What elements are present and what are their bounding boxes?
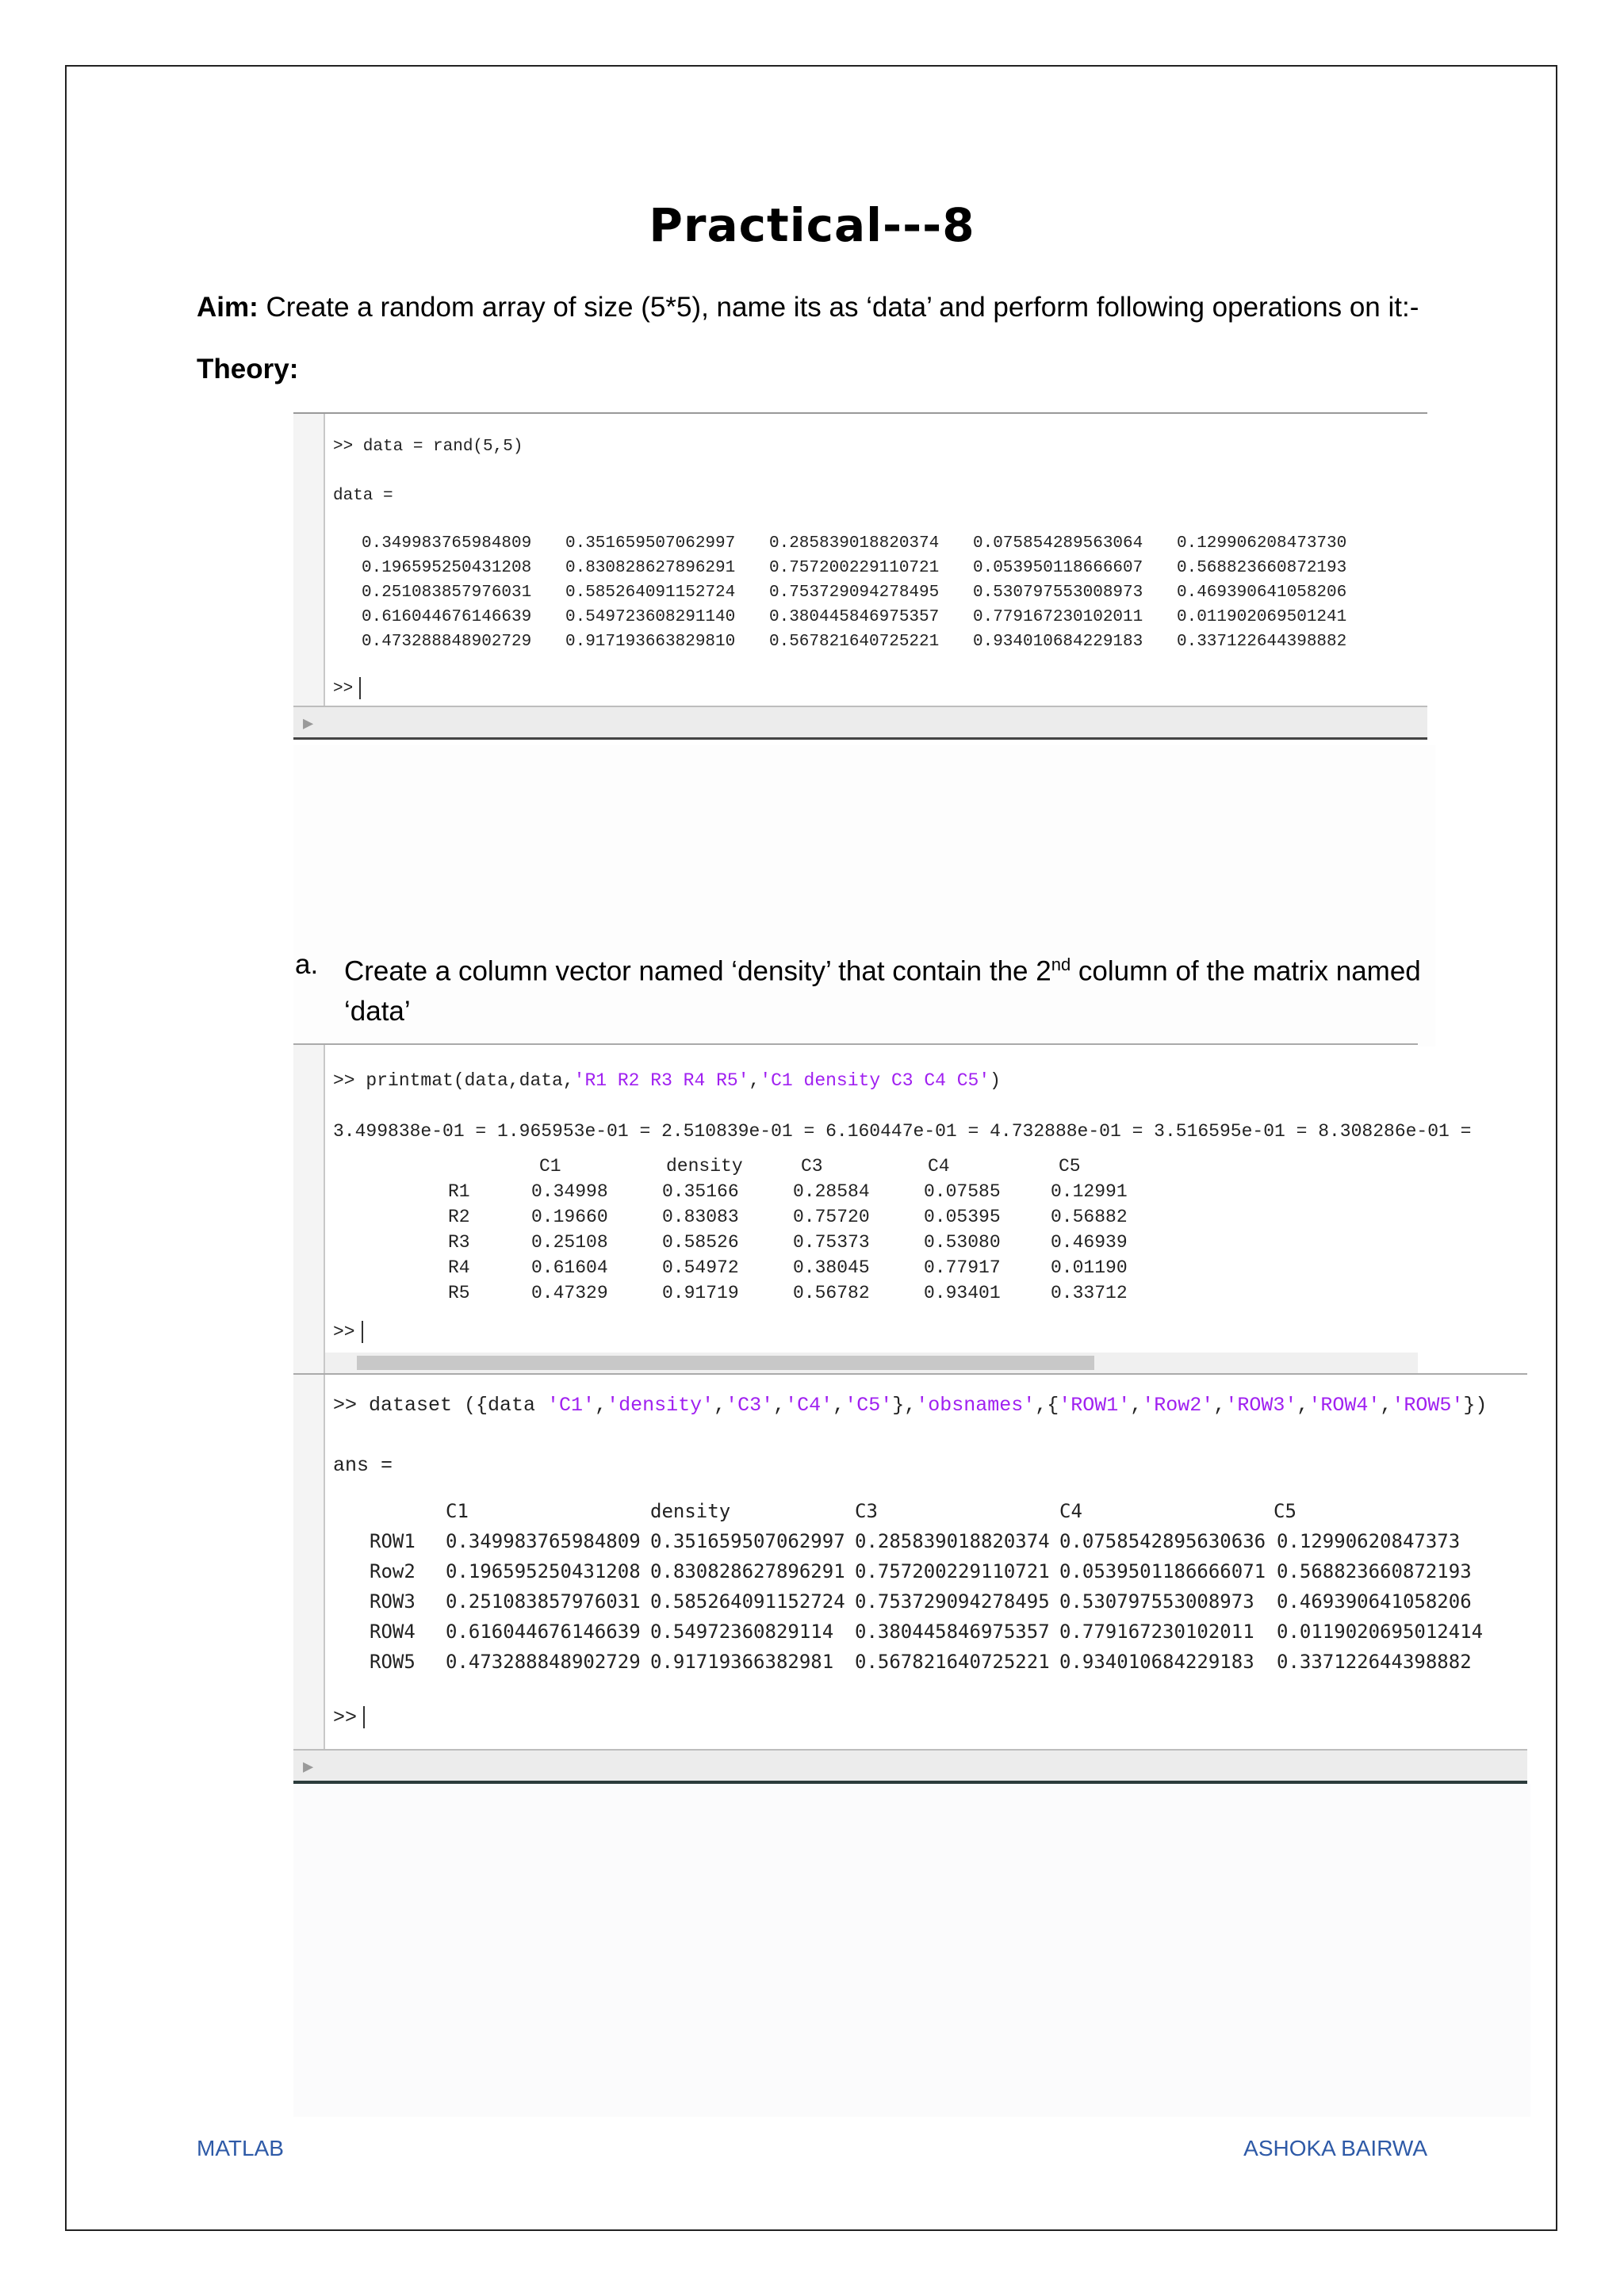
matrix-cell: 0.568823660872193 — [1177, 559, 1347, 577]
table-cell: 0.07585 — [924, 1181, 1001, 1202]
row-label: Row2 — [370, 1560, 416, 1582]
matrix-cell: 0.616044676146639 — [362, 608, 532, 626]
table-cell: 0.33712 — [1051, 1283, 1128, 1303]
console-prompt[interactable]: >> — [333, 1706, 365, 1729]
item-a-marker: a. — [295, 949, 319, 980]
matrix-row — [362, 608, 1381, 633]
matrix-cell: 0.530797553008973 — [973, 584, 1143, 602]
table-cell: 0.616044676146639 — [446, 1621, 641, 1643]
console-command: >> printmat(data,data,'R1 R2 R3 R4 R5','C1 density C3 C4 C5') — [333, 1070, 1001, 1091]
command-prompt-icon: ▶ — [303, 714, 314, 734]
table-cell: 0.585264091152724 — [650, 1590, 845, 1613]
command-window-3 — [293, 1373, 1527, 1785]
matrix-cell: 0.934010684229183 — [973, 633, 1143, 651]
table-cell: 0.12991 — [1051, 1181, 1128, 1202]
table-cell: 0.47329 — [531, 1283, 608, 1303]
item-a-text: Create a column vector named ‘density’ that contain the 2nd column of the matrix named ‘data’ — [344, 955, 1421, 1027]
matrix-cell: 0.469390641058206 — [1177, 584, 1347, 602]
table-cell: 0.757200229110721 — [855, 1560, 1050, 1582]
matrix-cell: 0.917193663829810 — [565, 633, 736, 651]
console-output-label: data = — [333, 487, 393, 505]
table-cell: 0.568823660872193 — [1277, 1560, 1472, 1582]
theory-label: Theory: — [197, 354, 299, 385]
table-cell: 0.567821640725221 — [855, 1651, 1050, 1673]
table-cell: 0.0119020695012414 — [1277, 1621, 1484, 1643]
table-cell: 0.0758542895630636 — [1059, 1530, 1266, 1552]
console-output-label: ans = — [333, 1454, 393, 1477]
table-cell: 0.05395 — [924, 1207, 1001, 1227]
table-cell: C1 — [446, 1500, 469, 1522]
table-cell: 0.38045 — [793, 1257, 870, 1278]
table-cell: density — [650, 1500, 731, 1522]
command-prompt-icon: ▶ — [303, 1758, 314, 1777]
scrollbar-thumb[interactable] — [357, 1356, 1094, 1370]
table-cell: 0.25108 — [531, 1232, 608, 1253]
table-cell: C4 — [1059, 1500, 1082, 1522]
table-cell: 0.285839018820374 — [855, 1530, 1050, 1552]
table-cell: 0.34998 — [531, 1181, 608, 1202]
table-cell: 0.77917 — [924, 1257, 1001, 1278]
table-cell: 0.46939 — [1051, 1232, 1128, 1253]
row-label: R3 — [448, 1232, 470, 1253]
console-input-bar[interactable] — [293, 706, 1427, 737]
table-cell: 0.01190 — [1051, 1257, 1128, 1278]
data-matrix — [362, 534, 1381, 657]
console-gutter — [293, 414, 325, 737]
matrix-row — [362, 534, 1381, 559]
table-cell: 0.54972 — [662, 1257, 739, 1278]
table-cell: 0.753729094278495 — [855, 1590, 1050, 1613]
aim-label: Aim: — [197, 292, 259, 323]
table-cell: 0.473288848902729 — [446, 1651, 641, 1673]
row-label: R4 — [448, 1257, 470, 1278]
matrix-cell: 0.779167230102011 — [973, 608, 1143, 626]
matrix-cell: 0.011902069501241 — [1177, 608, 1347, 626]
table-cell: 0.337122644398882 — [1277, 1651, 1472, 1673]
table-cell: 0.779167230102011 — [1059, 1621, 1254, 1643]
table-cell: 0.349983765984809 — [446, 1530, 641, 1552]
matrix-row — [362, 559, 1381, 584]
table-cell: 0.75720 — [793, 1207, 870, 1227]
matrix-row — [362, 584, 1381, 608]
table-cell: 0.934010684229183 — [1059, 1651, 1254, 1673]
table-cell: 0.469390641058206 — [1277, 1590, 1472, 1613]
command-window-1 — [293, 412, 1427, 740]
table-cell: 0.56882 — [1051, 1207, 1128, 1227]
matrix-cell: 0.129906208473730 — [1177, 534, 1347, 553]
footer-right: ASHOKA BAIRWA — [1243, 2136, 1427, 2160]
table-cell: 0.196595250431208 — [446, 1560, 641, 1582]
table-cell: C5 — [1059, 1156, 1081, 1177]
table-cell: C4 — [928, 1156, 950, 1177]
matrix-cell: 0.251083857976031 — [362, 584, 532, 602]
table-cell: 0.35166 — [662, 1181, 739, 1202]
table-cell: 0.91719 — [662, 1283, 739, 1303]
console-prompt[interactable]: >> — [333, 1321, 363, 1343]
console-command: >> data = rand(5,5) — [333, 438, 523, 456]
matrix-cell: 0.075854289563064 — [973, 534, 1143, 553]
row-label: ROW4 — [370, 1621, 416, 1643]
table-cell: 0.351659507062997 — [650, 1530, 845, 1552]
matrix-cell: 0.349983765984809 — [362, 534, 532, 553]
console-command: >> dataset ({data 'C1','density','C3','C4','C5'},'obsnames',{'ROW1','Row2','ROW3','ROW4','ROW5'}) — [333, 1394, 1488, 1417]
console-gutter — [293, 1375, 325, 1781]
table-cell: 0.12990620847373 — [1277, 1530, 1461, 1552]
matrix-cell: 0.380445846975357 — [769, 608, 940, 626]
table-cell: 0.54972360829114 — [650, 1621, 834, 1643]
table-cell: 0.93401 — [924, 1283, 1001, 1303]
table-cell: 0.0539501186666071 — [1059, 1560, 1266, 1582]
footer-left: MATLAB — [197, 2136, 284, 2160]
matrix-cell: 0.549723608291140 — [565, 608, 736, 626]
matrix-cell: 0.757200229110721 — [769, 559, 940, 577]
table-cell: C5 — [1274, 1500, 1297, 1522]
matrix-cell: 0.473288848902729 — [362, 633, 532, 651]
matrix-cell: 0.830828627896291 — [565, 559, 736, 577]
table-cell: C3 — [801, 1156, 823, 1177]
table-cell: 0.53080 — [924, 1232, 1001, 1253]
table-cell: 0.91719366382981 — [650, 1651, 834, 1673]
matrix-cell: 0.196595250431208 — [362, 559, 532, 577]
table-cell: 0.61604 — [531, 1257, 608, 1278]
console-prompt[interactable]: >> — [333, 677, 361, 699]
console-input-bar[interactable] — [293, 1749, 1527, 1781]
matrix-cell: 0.567821640725221 — [769, 633, 940, 651]
table-cell: 0.75373 — [793, 1232, 870, 1253]
table-cell: 0.56782 — [793, 1283, 870, 1303]
table-cell: 0.83083 — [662, 1207, 739, 1227]
command-window-2 — [293, 1043, 1472, 1373]
table-cell: C1 — [539, 1156, 561, 1177]
matrix-cell: 0.585264091152724 — [565, 584, 736, 602]
table-cell: 0.28584 — [793, 1181, 870, 1202]
console-gutter — [293, 1045, 325, 1373]
matrix-cell: 0.285839018820374 — [769, 534, 940, 553]
table-cell: C3 — [855, 1500, 878, 1522]
row-label: R2 — [448, 1207, 470, 1227]
matrix-cell: 0.753729094278495 — [769, 584, 940, 602]
table-cell: 0.251083857976031 — [446, 1590, 641, 1613]
row-label: R1 — [448, 1181, 470, 1202]
blank-area — [293, 1784, 1530, 2117]
matrix-cell: 0.351659507062997 — [565, 534, 736, 553]
table-cell: density — [666, 1156, 743, 1177]
aim-paragraph — [197, 292, 1419, 323]
row-label: R5 — [448, 1283, 470, 1303]
table-cell: 0.380445846975357 — [855, 1621, 1050, 1643]
console-output-line: 3.499838e-01 = 1.965953e-01 = 2.510839e-01 = 6.160447e-01 = 4.732888e-01 = 3.516595e-01 = 8.308286e-01 = — [333, 1121, 1472, 1142]
horizontal-scrollbar[interactable] — [325, 1353, 1418, 1373]
row-label: ROW3 — [370, 1590, 416, 1613]
page-title: Practical---8 — [649, 198, 975, 252]
aim-text: Create a random array of size (5*5), name its as ‘data’ and perform following operations on it:- — [258, 292, 1419, 323]
matrix-cell: 0.337122644398882 — [1177, 633, 1347, 651]
matrix-cell: 0.053950118666607 — [973, 559, 1143, 577]
row-label: ROW1 — [370, 1530, 416, 1552]
matrix-row — [362, 633, 1381, 657]
theory-heading — [197, 354, 298, 385]
table-cell: 0.830828627896291 — [650, 1560, 845, 1582]
table-cell: 0.19660 — [531, 1207, 608, 1227]
table-cell: 0.530797553008973 — [1059, 1590, 1254, 1613]
row-label: ROW5 — [370, 1651, 416, 1673]
table-cell: 0.58526 — [662, 1232, 739, 1253]
